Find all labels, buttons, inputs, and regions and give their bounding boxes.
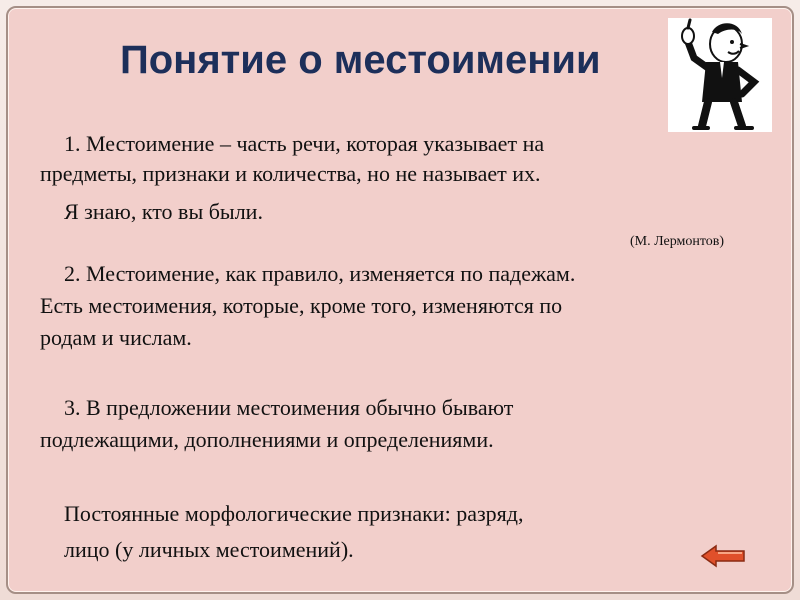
pointing-man-illustration: [668, 18, 772, 132]
point-3-line-2: подлежащими, дополнениями и определениями.: [40, 427, 494, 452]
point-2-line-1: 2. Местоимение, как правило, изменяется по падежам.: [64, 261, 576, 286]
constant-features-line-1: Постоянные морфологические признаки: разряд,: [64, 501, 524, 526]
point-2-line-3: родам и числам.: [40, 325, 192, 350]
point-1-line-1: 1. Местоимение – часть речи, которая указывает на: [64, 131, 545, 156]
constant-features-line-2: лицо (у личных местоимений).: [64, 537, 354, 562]
citation: (М. Лермонтов): [630, 234, 725, 249]
point-1-line-2: предметы, признаки и количества, но не называет их.: [40, 161, 541, 186]
example-quote: Я знаю, кто вы были.: [64, 199, 263, 224]
slide-title: Понятие о местоимении: [120, 38, 601, 82]
left-arrow-icon: [700, 544, 746, 568]
back-button[interactable]: [700, 544, 746, 568]
point-3-line-1: 3. В предложении местоимения обычно бывают: [64, 395, 514, 420]
point-2-line-2: Есть местоимения, которые, кроме того, изменяются по: [40, 293, 563, 318]
